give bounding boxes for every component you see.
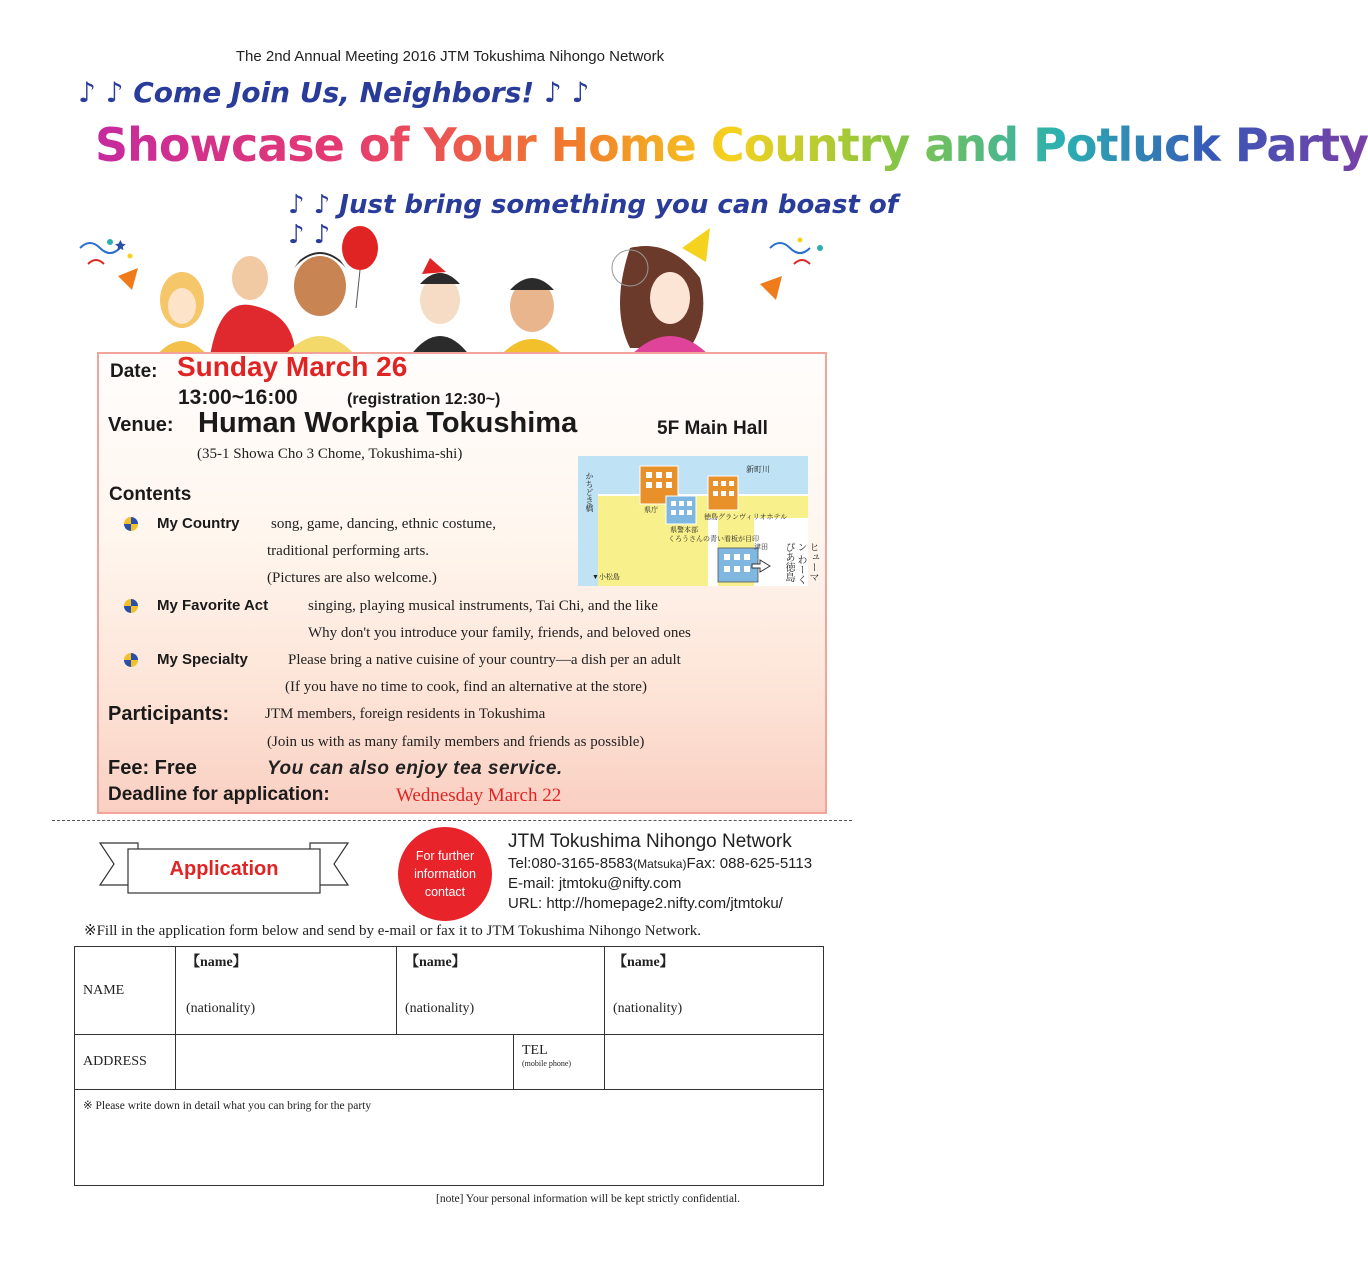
content-item-line: (Pictures are also welcome.) [267, 570, 437, 586]
bring-details-cell[interactable] [75, 1090, 824, 1186]
tel-entry-cell[interactable] [605, 1035, 824, 1090]
fee-note: You can also enjoy tea service. [267, 758, 563, 779]
venue-label: Venue: [108, 414, 174, 436]
content-item-line: Please bring a native cuisine of your country—a dish per an adult [288, 652, 681, 668]
map-sign-label: くろうさんの青い看板が目印 [668, 536, 759, 543]
bring-details-note: ※ Please write down in detail what you can bring for the party [83, 1100, 372, 1112]
bullet-icon [124, 599, 138, 613]
tel-label-cell [514, 1035, 605, 1090]
map-komatsushima-label: ▼小松島 [592, 574, 620, 581]
participants-label: Participants: [108, 703, 230, 725]
name-entry-cell-1[interactable] [176, 947, 397, 1035]
venue-map [578, 456, 818, 586]
name-field-label: 【name】 [613, 955, 674, 970]
content-item-line: traditional performing arts. [267, 543, 430, 559]
org-name: JTM Tokushima Nihongo Network [508, 831, 792, 852]
participants-note: (Join us with as many family members and friends as possible) [267, 734, 645, 750]
content-item-line: (If you have no time to cook, find an alternative at the store) [285, 679, 647, 695]
person-pink-dress-illustration [612, 228, 710, 356]
map-tsuda-label: 津田 [754, 544, 768, 551]
name-entry-cell-2[interactable] [397, 947, 605, 1035]
deadline-label: Deadline for application: [108, 784, 330, 805]
tagline-bottom: ♪ ♪ Just bring something you can boast of ♪ ♪ [288, 190, 899, 250]
venue-room: 5F Main Hall [657, 418, 768, 439]
confetti-right-icon [760, 238, 823, 301]
registration-time: (registration 12:30~) [347, 391, 501, 408]
name-field-label: 【name】 [405, 955, 466, 970]
org-tel[interactable]: Tel:080-3165-8583 [508, 855, 634, 872]
content-item-line: song, game, dancing, ethnic costume, [271, 516, 496, 532]
time-value: 13:00~16:00 [178, 386, 298, 409]
content-item-name: My Favorite Act [157, 597, 269, 614]
participants-value: JTM members, foreign residents in Tokushima [265, 706, 546, 722]
org-fax[interactable]: Fax: 088-625-5113 [686, 855, 813, 872]
address-entry-cell[interactable] [176, 1035, 514, 1090]
map-police-label: 県警本部 [670, 527, 698, 534]
application-banner-label: Application [169, 858, 279, 880]
person-red-shirt-illustration [210, 256, 295, 356]
venue-address: (35-1 Showa Cho 3 Chome, Tokushima-shi) [197, 446, 463, 462]
name-field-label: 【name】 [186, 955, 247, 970]
nationality-field-label: (nationality) [186, 1001, 256, 1016]
meeting-header: The 2nd Annual Meeting 2016 JTM Tokushima Nihongo Network [235, 48, 665, 65]
name-label: NAME [75, 947, 176, 1035]
content-item-name: My Specialty [157, 651, 248, 668]
red-balloon-icon [342, 226, 378, 308]
tagline-top: ♪ ♪ Come Join Us, Neighbors! ♪ ♪ [78, 76, 590, 109]
map-hotel-label: 徳島グランヴィリオホテル [704, 514, 788, 521]
map-workpia-label: ヒューマン わーくぴあ徳島 [783, 542, 818, 585]
content-item-line: singing, playing musical instruments, Tai Chi, and the like [308, 598, 658, 614]
building-police-icon [666, 496, 696, 524]
person-dreadlocks-illustration [284, 252, 356, 356]
venue-name: Human Workpia Tokushima [198, 407, 578, 439]
map-river-label: 新町川 [746, 465, 770, 474]
org-tel-person: (Matsuka) [633, 857, 687, 871]
deadline-value: Wednesday March 22 [396, 785, 562, 806]
bullet-icon [124, 517, 138, 531]
nationality-field-label: (nationality) [613, 1001, 683, 1016]
application-form [74, 946, 824, 1186]
building-hotel-icon [708, 476, 738, 510]
fee-label: Fee: Free [108, 757, 197, 779]
bullet-icon [124, 653, 138, 667]
tel-label: TEL [522, 1043, 548, 1058]
application-instruction: ※Fill in the application form below and send by e-mail or fax it to JTM Tokushima Nihongo Network. [84, 923, 701, 939]
person-blonde-illustration [156, 272, 208, 356]
map-kencho-label: 県庁 [644, 507, 658, 514]
content-item-name: My Country [157, 515, 240, 532]
party-people-illustration [70, 228, 840, 356]
contact-bubble-text: For further information contact [414, 849, 476, 899]
contents-heading: Contents [109, 484, 192, 505]
privacy-note: [note] Your personal information will be kept strictly confidential. [436, 1193, 741, 1205]
nationality-field-label: (nationality) [405, 1001, 475, 1016]
organization-contact [508, 830, 812, 914]
page-title: Showcase of Your Home Country and Potluck Party [95, 118, 1368, 172]
org-url[interactable]: URL: http://homepage2.nifty.com/jtmtoku/ [508, 895, 783, 912]
confetti-left-icon [80, 239, 138, 290]
map-bridge-label: かちどき橋 [585, 472, 594, 512]
cut-line-divider [52, 820, 852, 821]
content-item-line: Why don't you introduce your family, friends, and beloved ones [308, 625, 691, 641]
contact-bubble [398, 827, 492, 921]
address-label: ADDRESS [75, 1035, 176, 1090]
tel-sublabel: (mobile phone) [522, 1059, 572, 1068]
org-email[interactable]: E-mail: jtmtoku@nifty.com [508, 875, 682, 892]
date-label: Date: [110, 361, 158, 382]
date-value: Sunday March 26 [177, 351, 408, 382]
person-laughing-illustration [500, 278, 564, 356]
name-entry-cell-3[interactable] [605, 947, 824, 1035]
person-party-hat-illustration [410, 258, 470, 356]
